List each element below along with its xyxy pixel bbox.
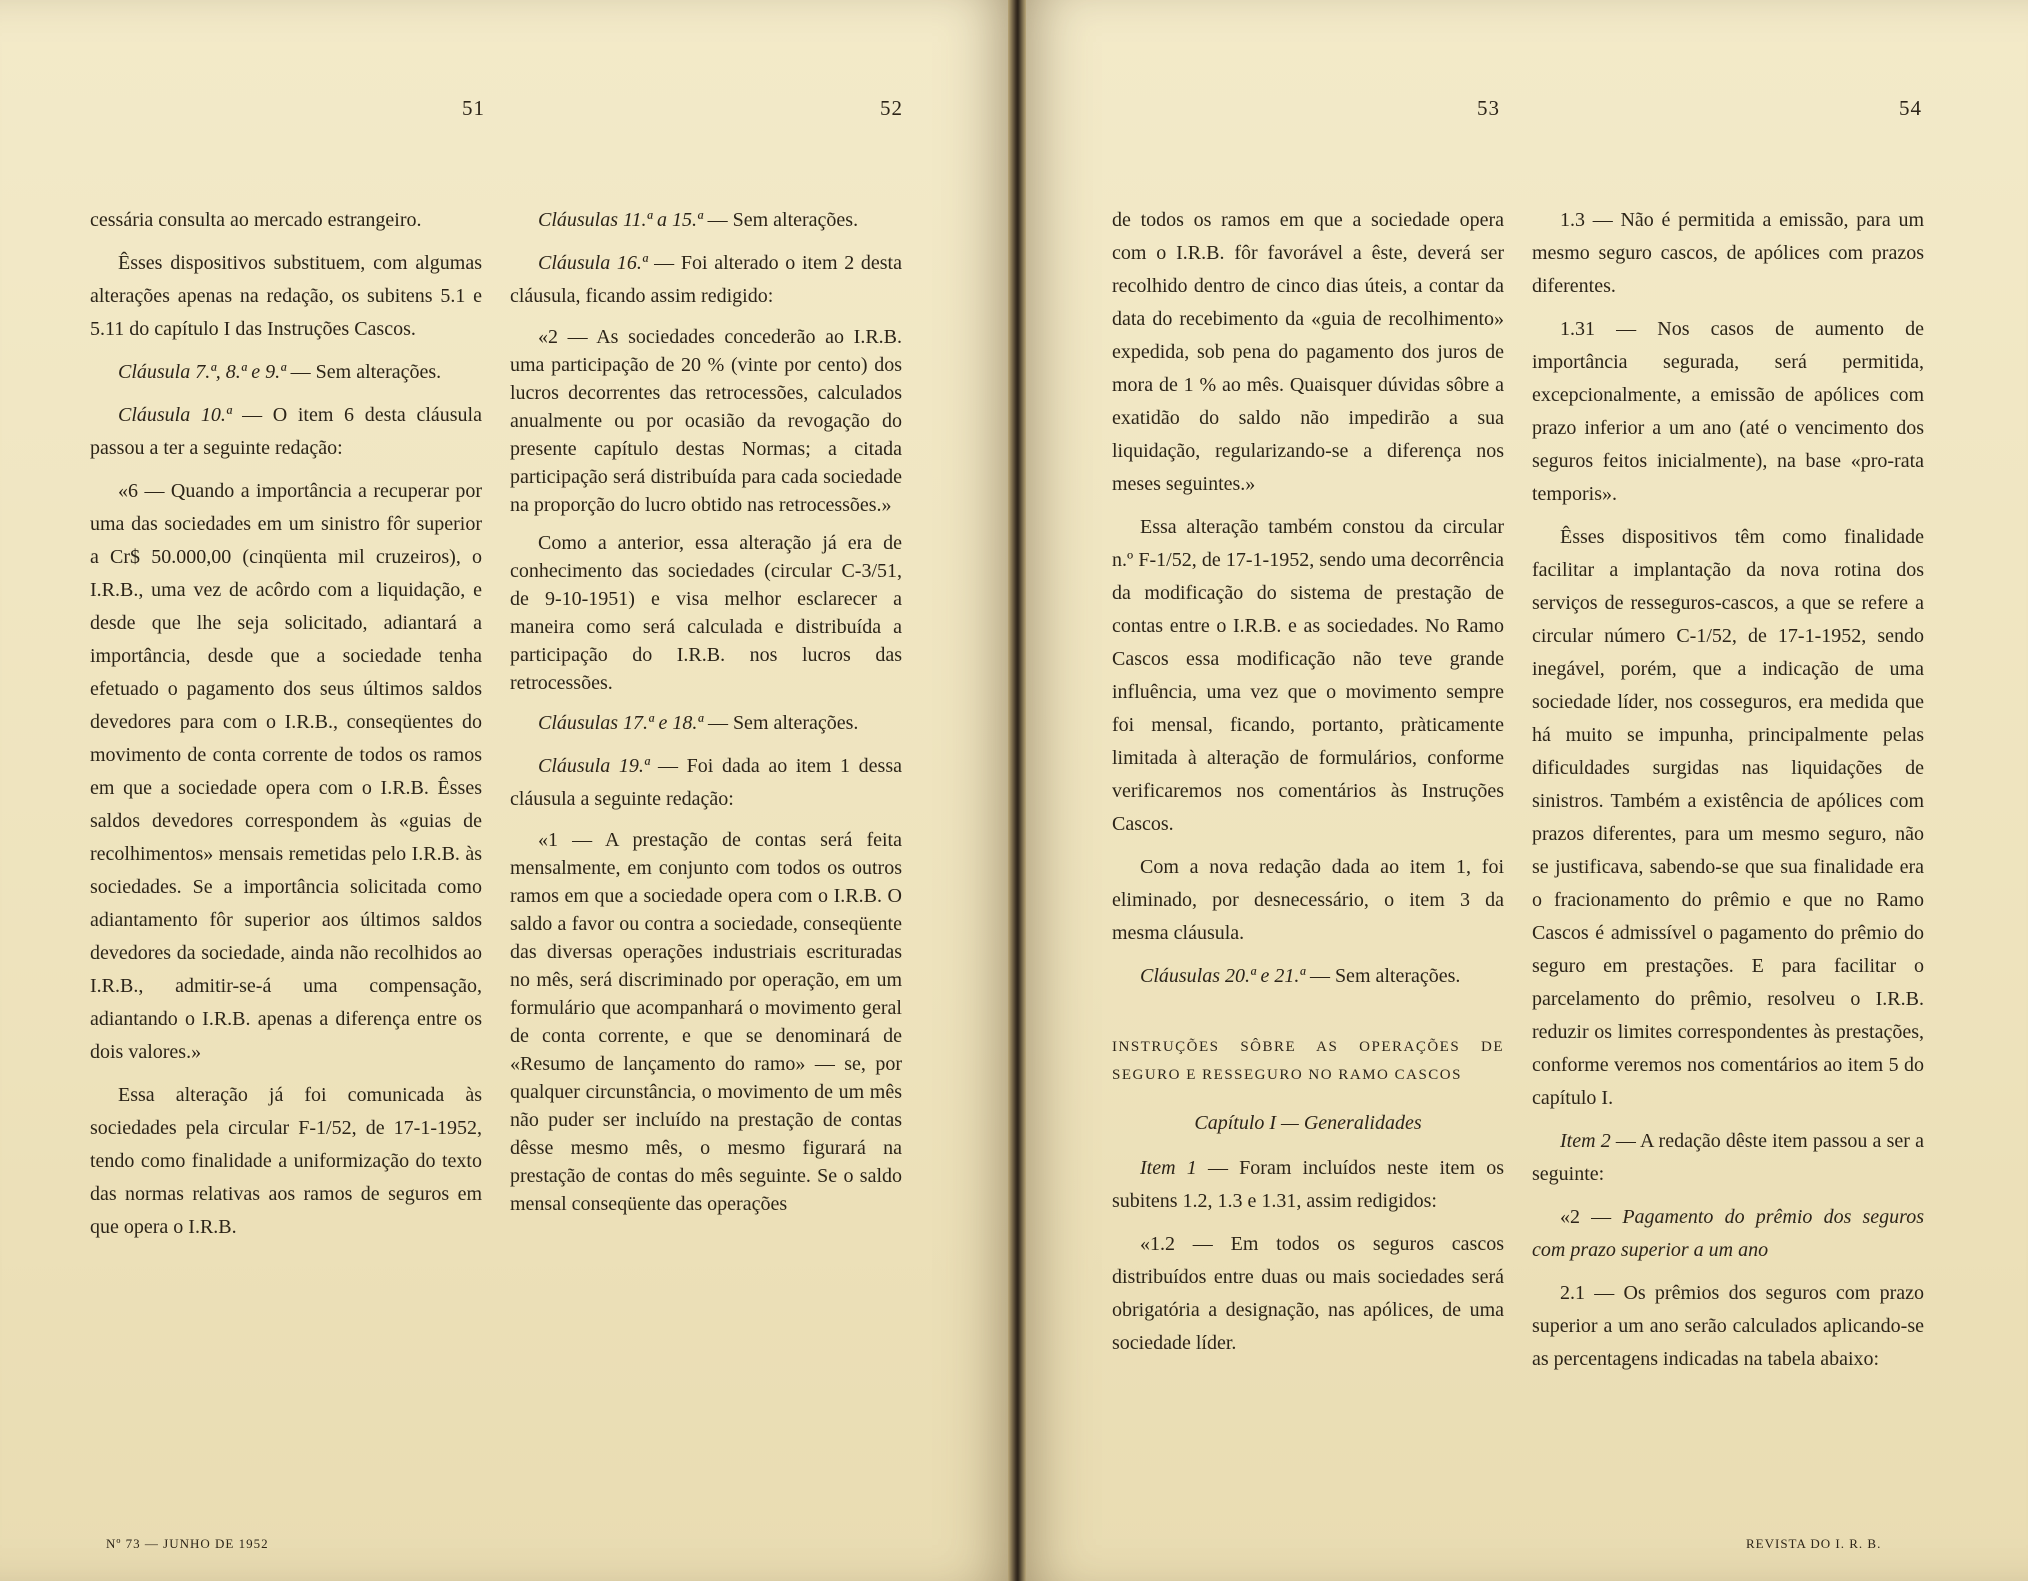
paragraph: 1.3 — Não é permitida a emissão, para um mesmo seguro cascos, de apólices com prazos diferentes. <box>1532 209 1924 297</box>
paragraph: 1.31 — Nos casos de aumento de importância segurada, será permitida, excepcionalmente, a emissão de apólices com prazo inferior a um ano (até o vencimento dos seguros feitos inicialmente), na base «pro-rata temporis». <box>1532 318 1924 505</box>
page-number-53: 53 <box>1477 96 1500 120</box>
paragraph <box>510 204 902 237</box>
paragraph <box>1112 1152 1504 1218</box>
clause-label: Cláusula 19.ª <box>538 755 650 777</box>
quoted-paragraph: «6 — Quando a importância a recuperar por uma das sociedades em um sinistro fôr superior a Cr$ 50.000,00 (cinqüenta mil cruzeiros), o I.R.B., uma vez de acôrdo com a liquidação, e desde que lhe seja solicitado, adiantará a importância, desde que a sociedade tenha efetuado o pagamento dos seus últimos saldos devedores para com o I.R.B., conseqüentes do movimento de conta corrente de todos os ramos em que a sociedade opera com o I.R.B. Êsses saldos devedores correspondem às «guias de recolhimentos» mensais remetidas pelo I.R.B. às sociedades. Se a importância solicitada como adiantamento fôr superior aos últimos saldos devedores da sociedade, ainda não recolhidos ao I.R.B., admitir-se-á uma compensação, adiantando o I.R.B. apenas a diferença entre os dois valores.» <box>90 480 482 1063</box>
clause-text: — Sem alterações. <box>702 712 859 734</box>
paragraph: de todos os ramos em que a sociedade opera com o I.R.B. fôr favorável a êste, deverá ser recolhido dentro de cinco dias úteis, a contar da data do recebimento da «guia de recolhimento» expedida, sob pena do pagamento dos juros de mora de 1 % ao mês. Quaisquer dúvidas sôbre a exatidão do saldo não impedirão a sua liquidação, regularizando-se a diferença nos meses seguintes.» <box>1112 209 1504 495</box>
paragraph <box>1112 960 1504 993</box>
quoted-paragraph: «1.2 — Em todos os seguros cascos distribuídos entre duas ou mais sociedades será obrigatória a designação, nas apólices, de uma sociedade líder. <box>1112 1233 1504 1354</box>
clause-label: Cláusula 16.ª <box>538 252 648 274</box>
quoted-paragraph: «2 — As sociedades concederão ao I.R.B. uma participação de 20 % (vinte por cento) dos lucros decorrentes das retrocessões, calculados anualmente ou por ocasião da revogação do presente capítulo destas Normas; a citada participação será distribuída para cada sociedade na proporção do lucro obtido nas retrocessões.» <box>510 326 902 516</box>
paragraph <box>1532 1201 1924 1267</box>
clause-label: Cláusulas 11.ª a 15.ª <box>538 209 703 231</box>
quote-open: «2 — <box>1560 1206 1623 1228</box>
column-page-54 <box>1532 204 1924 1386</box>
column-page-53 <box>1112 204 1504 1370</box>
chapter-heading: Capítulo I — Generalidades <box>1194 1112 1422 1134</box>
clause-label: Cláusula 10.ª <box>118 404 232 426</box>
clause-text: — Sem alterações. <box>702 209 859 231</box>
clause-label: Cláusulas 17.ª e 18.ª <box>538 712 703 734</box>
page-number-54: 54 <box>1899 96 1922 120</box>
footer-issue: Nº 73 — JUNHO DE 1952 <box>106 1536 269 1551</box>
paragraph: 2.1 — Os prêmios dos seguros com prazo superior a um ano serão calculados aplicando-se as percentagens indicadas na tabela abaixo: <box>1532 1282 1924 1370</box>
paragraph: Essa alteração também constou da circular n.º F-1/52, de 17-1-1952, sendo uma decorrência da modificação do sistema de prestação de contas entre o I.R.B. e as sociedades. No Ramo Cascos essa modificação não teve grande influência, uma vez que o movimento sempre foi mensal, ficando, portanto, pràticamente limitada à alteração de formulários, conforme verificaremos nos comentários às Instruções Cascos. <box>1112 516 1504 835</box>
clause-label: Cláusulas 20.ª e 21.ª <box>1140 965 1305 987</box>
paragraph <box>510 707 902 740</box>
clause-text: — Sem alterações. <box>285 361 442 383</box>
column-page-52 <box>510 204 902 1228</box>
page-number-51: 51 <box>462 96 485 120</box>
clause-text: — Foi alterado o item 2 desta cláusula, ficando assim redigido: <box>510 252 902 307</box>
section-heading: INSTRUÇÕES SÔBRE AS OPERAÇÕES DE SEGURO E RESSEGURO NO RAMO CASCOS <box>1112 1039 1504 1083</box>
paragraph <box>510 247 902 313</box>
item-text: — Foram incluídos neste item os subitens 1.2, 1.3 e 1.31, assim redigidos: <box>1112 1157 1504 1212</box>
item-label: Item 2 <box>1560 1130 1611 1152</box>
footer-journal: REVISTA DO I. R. B. <box>1746 1536 1882 1551</box>
page-number-52: 52 <box>880 96 903 120</box>
paragraph: Essa alteração já foi comunicada às sociedades pela circular F-1/52, de 17-1-1952, tendo como finalidade a uniformização do texto das normas relativas aos ramos de seguros em que opera o I.R.B. <box>90 1084 482 1238</box>
clause-label: Cláusula 7.ª, 8.ª e 9.ª <box>118 361 286 383</box>
clause-text: — O item 6 desta cláusula passou a ter a seguinte redação: <box>90 404 482 459</box>
paragraph: Êsses dispositivos substituem, com algumas alterações apenas na redação, os subitens 5.1 e 5.11 do capítulo I das Instruções Cascos. <box>90 252 482 340</box>
paragraph <box>90 356 482 389</box>
item-text: — A redação dêste item passou a ser a seguinte: <box>1532 1130 1924 1185</box>
paragraph: Com a nova redação dada ao item 1, foi eliminado, por desnecessário, o item 3 da mesma cláusula. <box>1112 856 1504 944</box>
quoted-paragraph: «1 — A prestação de contas será feita mensalmente, em conjunto com todos os outros ramos em que a sociedade opera com o I.R.B. O saldo a favor ou contra a sociedade, conseqüente das diversas operações industriais escrituradas no mês, será discriminado por operação, em um formulário que acompanhará o movimento geral de conta corrente, e que se denominará de «Resumo de lançamento do ramo» — se, por qualquer circunstância, o movimento de um mês não puder ser incluído na prestação de contas dêsse mesmo mês, o mesmo figurará na prestação de contas do mês seguinte. Se o saldo mensal conseqüente das operações <box>510 829 902 1215</box>
paragraph <box>1532 1125 1924 1191</box>
item-label: Item 1 <box>1140 1157 1197 1179</box>
paragraph: cessária consulta ao mercado estrangeiro. <box>90 209 422 231</box>
clause-text: — Foi dada ao item 1 dessa cláusula a seguinte redação: <box>510 755 902 810</box>
column-page-51 <box>90 204 482 1254</box>
paragraph: Como a anterior, essa alteração já era de conhecimento das sociedades (circular C-3/51, de 9-10-1951) e visa melhor esclarecer a maneira como será calculada e distribuída a participação do I.R.B. nos lucros das retrocessões. <box>510 532 902 694</box>
book-gutter <box>1008 0 1026 1581</box>
paragraph <box>90 399 482 465</box>
paragraph: Êsses dispositivos têm como finalidade facilitar a implantação da nova rotina dos serviços de resseguros-cascos, a que se refere a circular número C-1/52, de 17-1-1952, sendo inegável, porém, que a indicação de uma sociedade líder, nos cosseguros, era medida que há muito se impunha, principalmente pelas dificuldades surgidas nas liquidações de sinistros. Também a existência de apólices com prazos diferentes, para um mesmo seguro, não se justificava, sabendo-se que sua finalidade era o fracionamento do prêmio e que no Ramo Cascos é admissível o pagamento do prêmio do seguro em prestações. E para facilitar o parcelamento do prêmio, resolveu o I.R.B. reduzir os limites correspondentes às prestações, conforme veremos nos comentários ao item 5 do capítulo I. <box>1532 526 1924 1109</box>
clause-text: — Sem alterações. <box>1304 965 1461 987</box>
paragraph <box>510 750 902 816</box>
subheading-italic: Pagamento do prêmio dos seguros com prazo superior a um ano <box>1532 1206 1924 1261</box>
